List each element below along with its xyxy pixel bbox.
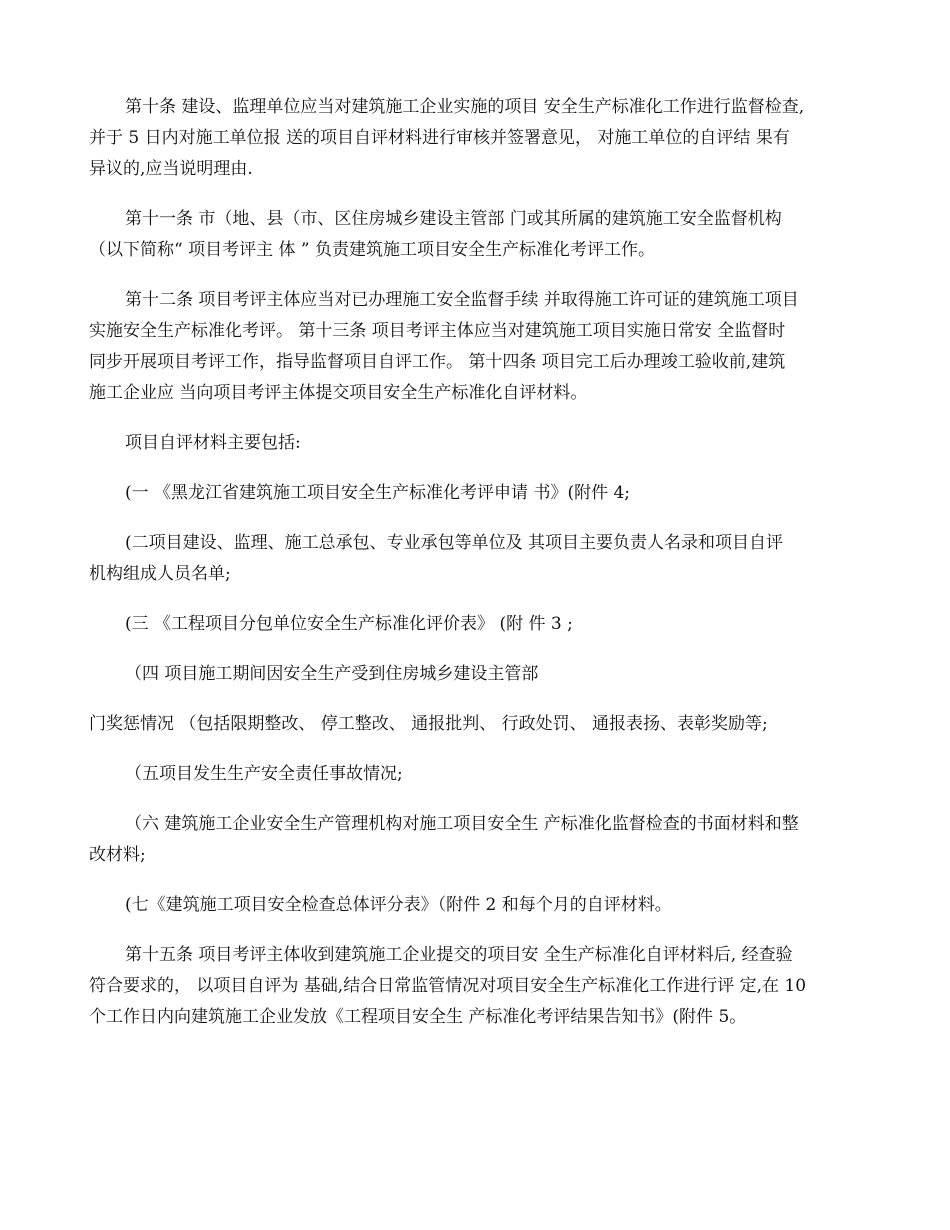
text-line: (一 《黑龙江省建筑施工项目安全生产标准化考评申请 书》(附件 4; (125, 483, 631, 503)
text-line: 第十一条 市（地、县（市、区住房城乡建设主管部 门或其所属的建筑施工安全监督机构 (125, 209, 782, 229)
list-item-2 (89, 528, 869, 590)
text-line: (二项目建设、监理、施工总承包、专业承包等单位及 其项目主要负责人名录和项目自评 (125, 533, 784, 553)
text-line: 并于 5 日内对施工单位报 送的项目自评材料进行审核并签署意见， 对施工单位的自评结 果有 (89, 128, 790, 148)
text-line: 门奖惩情况 （包括限期整改、 停工整改、 通报批判、 行政处罚、 通报表扬、表彰奖励等; (89, 714, 768, 734)
text-line: （以下简称“ 项目考评主 体 ” 负责建筑施工项目安全生产标准化考评工作。 (89, 240, 655, 260)
paragraph-article-11 (89, 204, 869, 266)
list-item-3 (89, 609, 869, 640)
paragraph-materials-intro (89, 428, 869, 459)
paragraph-article-15 (89, 940, 869, 1033)
text-line: 机构组成人员名单; (89, 564, 231, 584)
text-line: 第十五条 项目考评主体收到建筑施工企业提交的项目安 全生产标准化自评材料后, 经查验 (125, 945, 793, 965)
text-line: 第十二条 项目考评主体应当对已办理施工安全监督手续 并取得施工许可证的建筑施工项目 (125, 290, 799, 310)
text-line: 同步开展项目考评工作，指导监督项目自评工作。 第十四条 项目完工后办理竣工验收前,建筑 (89, 352, 786, 372)
document-body (89, 92, 869, 1052)
text-line: （五项目发生生产安全责任事故情况; (125, 764, 403, 784)
list-item-7 (89, 890, 869, 921)
paragraph-article-10 (89, 92, 869, 185)
text-line: 实施安全生产标准化考评。 第十三条 项目考评主体应当对建筑施工项目实施日常安 全监督时 (89, 321, 786, 341)
text-line: (七《建筑施工项目安全检查总体评分表》（附件 2 和每个月的自评材料。 (125, 895, 672, 915)
text-line: (三 《工程项目分包单位安全生产标准化评价表》 (附 件 3 ; (125, 614, 573, 634)
text-line: 施工企业应 当向项目考评主体提交项目安全生产标准化自评材料。 (89, 383, 588, 403)
text-line: 异议的,应当说明理由. (89, 159, 253, 179)
text-line: （六 建筑施工企业安全生产管理机构对施工项目安全生 产标准化监督检查的书面材料和整 (125, 814, 799, 834)
paragraph-article-12-14 (89, 285, 869, 409)
list-item-4-continued (89, 709, 869, 740)
list-item-4 (89, 659, 869, 690)
text-line: 项目自评材料主要包括: (125, 433, 301, 453)
text-line: 符合要求的， 以项目自评为 基础,结合日常监管情况对项目安全生产标准化工作进行评 定,在 10 (89, 976, 807, 996)
text-line: 个工作日内向建筑施工企业发放《工程项目安全生 产标准化考评结果告知书》(附件 5。 (89, 1007, 747, 1027)
list-item-6 (89, 809, 869, 871)
text-line: 第十条 建设、监理单位应当对建筑施工企业实施的项目 安全生产标准化工作进行监督检查, (125, 97, 805, 117)
text-line: （四 项目施工期间因安全生产受到住房城乡建设主管部 (125, 664, 539, 684)
text-line: 改材料; (89, 845, 146, 865)
list-item-5 (89, 759, 869, 790)
list-item-1 (89, 478, 869, 509)
